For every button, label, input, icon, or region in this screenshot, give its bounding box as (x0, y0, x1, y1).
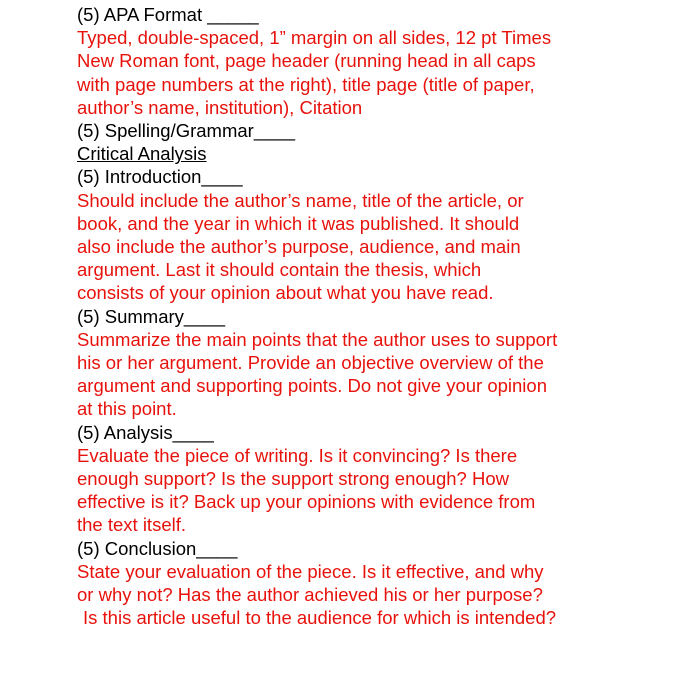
conclusion-description-line-3: Is this article useful to the audience for which is intended? (83, 607, 557, 629)
apa-format-heading: (5) APA Format _____ (77, 4, 259, 25)
summary-description-line-3: argument and supporting points. Do not give your opinion (77, 375, 547, 397)
introduction-description-line-4: argument. Last it should contain the thesis, which (77, 259, 482, 281)
introduction-description-line-1: Should include the author’s name, title of the article, or (77, 189, 524, 211)
summary-description-line-2: his or her argument. Provide an objective overview of the (77, 352, 544, 374)
analysis-description-line-1: Evaluate the piece of writing. Is it convincing? Is there (77, 444, 518, 466)
analysis-description-line-3: effective is it? Back up your opinions with evidence from (77, 491, 536, 513)
apa-format-description-line-1: Typed, double-spaced, 1” margin on all sides, 12 pt Times (77, 27, 552, 49)
analysis-heading: (5) Analysis____ (77, 421, 214, 443)
conclusion-heading: (5) Conclusion____ (77, 537, 238, 559)
apa-format-description-line-2: New Roman font, page header (running head in all caps (77, 50, 536, 72)
rubric-document (77, 3, 667, 629)
summary-description-line-1: Summarize the main points that the author uses to support (77, 328, 558, 350)
spelling-grammar-heading: (5) Spelling/Grammar____ (77, 120, 295, 142)
summary-heading: (5) Summary____ (77, 305, 226, 327)
analysis-description-line-2: enough support? Is the support strong enough? How (77, 468, 509, 490)
introduction-description-line-5: consists of your opinion about what you have read. (77, 282, 494, 304)
summary-description-line-4: at this point. (77, 398, 177, 420)
conclusion-description-line-1: State your evaluation of the piece. Is it effective, and why (77, 560, 544, 582)
analysis-description-line-4: the text itself. (77, 514, 186, 536)
introduction-heading: (5) Introduction____ (77, 166, 243, 188)
introduction-description-line-2: book, and the year in which it was published. It should (77, 212, 520, 234)
apa-format-description-line-4: author’s name, institution), Citation (77, 96, 363, 118)
introduction-description-line-3: also include the author’s purpose, audience, and main (77, 236, 521, 258)
critical-analysis-subheading (77, 142, 667, 165)
critical-analysis-text: Critical Analysis (77, 143, 207, 165)
conclusion-description-line-2: or why not? Has the author achieved his or her purpose? (77, 584, 543, 606)
apa-format-description-line-3: with page numbers at the right), title page (title of paper, (77, 73, 535, 95)
